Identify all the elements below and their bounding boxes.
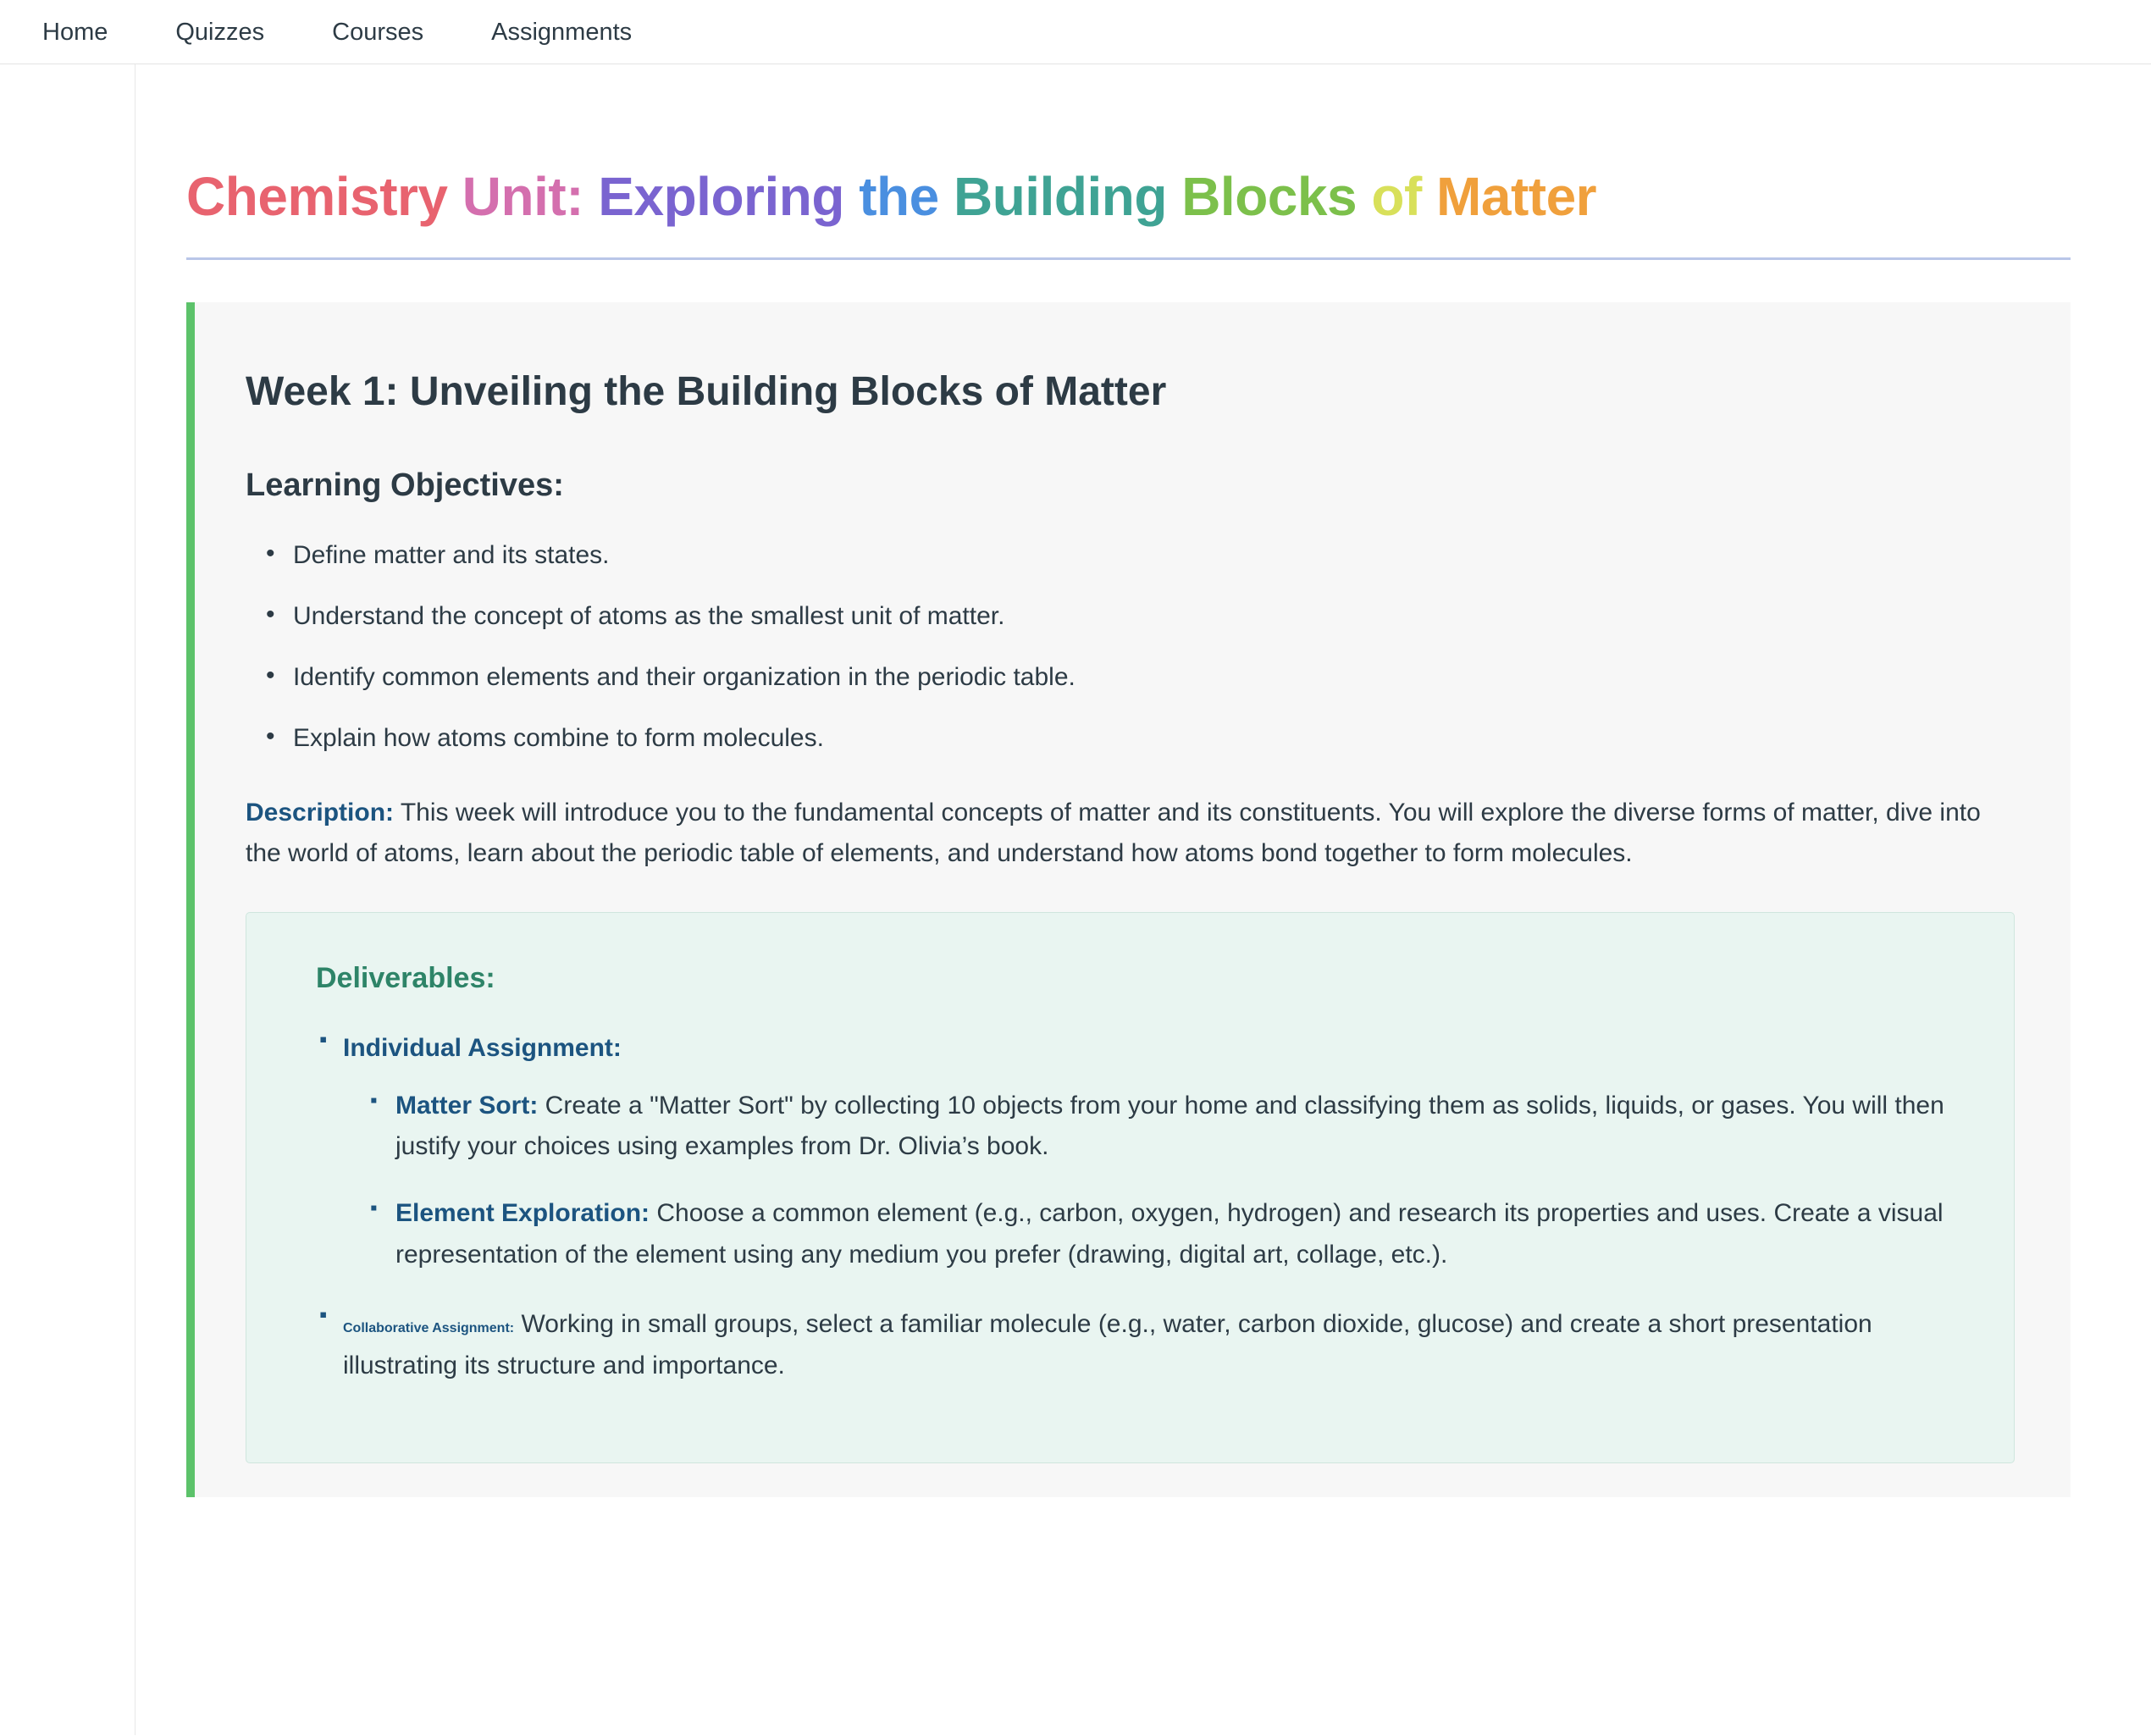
list-item: • Understand the concept of atoms as the smallest unit of matter. (290, 597, 2015, 635)
left-gutter (0, 64, 135, 1735)
list-item-collaborative-assignment (343, 1304, 1963, 1386)
page-frame (0, 64, 2151, 1735)
title-space-1 (448, 166, 462, 227)
title-word-chemistry: Chemistry (186, 166, 448, 227)
element-exploration-text: Choose a common element (e.g., carbon, oxygen, hydrogen) and research its properties and uses. Create a visual representation of the element using any medium you prefer (drawing, digital art, collage, etc.). (395, 1198, 1944, 1269)
deliverables-title: Deliverables: (316, 961, 495, 994)
top-navigation-bar (0, 0, 2151, 64)
title-space-5 (1167, 166, 1181, 227)
deliverables-box (246, 912, 2015, 1464)
list-item-individual-assignment (343, 1029, 1963, 1275)
title-space-4 (939, 166, 954, 227)
title-space-6 (1357, 166, 1371, 227)
individual-assignment-sublist (343, 1086, 1963, 1275)
week-card (186, 302, 2071, 1498)
title-word-blocks: Blocks (1181, 166, 1358, 227)
learning-objectives-heading: Learning Objectives: (246, 467, 564, 503)
collaborative-assignment-text: Working in small groups, select a familiar molecule (e.g., water, carbon dioxide, glucose) and create a short presentation illustrating its structure and importance. (343, 1310, 1872, 1379)
collaborative-assignment-label: Collaborative Assignment: (343, 1321, 515, 1336)
title-space-2 (583, 166, 598, 227)
list-item: • Define matter and its states. (290, 536, 2015, 574)
description-text: This week will introduce you to the fundamental concepts of matter and its constituents. You will explore the diverse forms of matter, dive into the world of atoms, learn about the periodic table of elements, and understand how atoms bond together to form molecules. (246, 798, 1981, 868)
title-word-unit: Unit: (462, 166, 583, 227)
content-area (135, 64, 2151, 1735)
title-space-3 (844, 166, 859, 227)
list-item (395, 1193, 1963, 1275)
individual-assignment-label: Individual Assignment: (343, 1033, 622, 1062)
nav-item-home[interactable]: Home (42, 18, 108, 46)
title-word-building: Building (953, 166, 1167, 227)
matter-sort-label: Matter Sort: (395, 1091, 539, 1120)
nav-item-courses[interactable]: Courses (332, 18, 424, 46)
list-item (395, 1086, 1963, 1168)
element-exploration-label: Element Exploration: (395, 1198, 650, 1227)
learning-objectives-list (246, 536, 2015, 757)
title-word-exploring: Exploring (598, 166, 844, 227)
description-label: Description: (246, 798, 395, 827)
nav-item-quizzes[interactable]: Quizzes (175, 18, 265, 46)
deliverables-list (297, 1029, 1963, 1387)
title-divider (186, 257, 2071, 260)
page-title (186, 166, 2071, 229)
title-word-the: the (859, 166, 939, 227)
nav-item-assignments[interactable]: Assignments (491, 18, 633, 46)
title-space-7 (1422, 166, 1436, 227)
title-word-of: of (1371, 166, 1422, 227)
list-item: • Explain how atoms combine to form molecules. (290, 719, 2015, 757)
title-word-matter: Matter (1436, 166, 1597, 227)
week-heading: Week 1: Unveiling the Building Blocks of Matter (246, 368, 1167, 414)
list-item: • Identify common elements and their organization in the periodic table. (290, 658, 2015, 696)
matter-sort-text: Create a "Matter Sort" by collecting 10 objects from your home and classifying them as solids, liquids, or gases. You will then justify your choices using examples from Dr. Olivia’s book. (395, 1091, 1944, 1161)
description-paragraph (246, 793, 2015, 875)
